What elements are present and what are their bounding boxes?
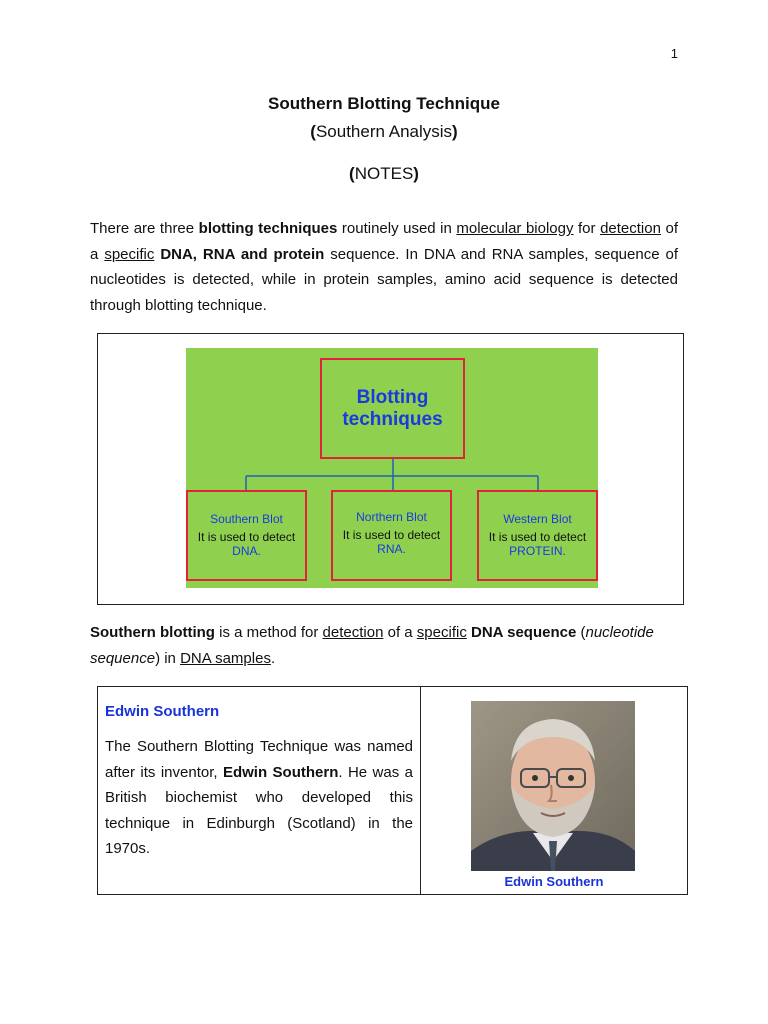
intro-text: routinely used in bbox=[337, 220, 457, 237]
def-text: ( bbox=[576, 624, 586, 641]
diagram-main-line1: Blotting bbox=[356, 387, 429, 408]
southern-blot-box bbox=[186, 490, 307, 581]
page-title: Southern Blotting Technique bbox=[268, 94, 500, 113]
intro-underlined: molecular biology bbox=[456, 220, 574, 237]
intro-text: There are three bbox=[90, 220, 199, 237]
subtitle-close-paren: ) bbox=[452, 122, 458, 141]
def-text: ) in bbox=[155, 649, 181, 667]
intro-bold: blotting techniques bbox=[198, 220, 338, 237]
def-text: . bbox=[270, 649, 276, 667]
portrait-image bbox=[471, 701, 635, 871]
bio-text: The Southern Blotting Technique was named after its inventor, bbox=[105, 738, 413, 781]
page-subtitle bbox=[0, 122, 768, 142]
diagram-main-line2: techniques bbox=[342, 409, 443, 430]
intro-text: of a bbox=[90, 220, 678, 263]
notes-text: NOTES bbox=[354, 164, 414, 183]
bio-text-cell bbox=[105, 703, 413, 862]
western-blot-desc: It is used to detect bbox=[488, 530, 587, 544]
table-divider bbox=[420, 687, 421, 894]
diagram-frame bbox=[97, 333, 684, 605]
notes-label bbox=[0, 164, 768, 184]
portrait-drawing bbox=[471, 701, 635, 871]
notes-close-paren: ) bbox=[413, 164, 419, 183]
bio-bold: Edwin Southern bbox=[222, 763, 339, 781]
southern-definition bbox=[90, 620, 690, 671]
intro-underlined: detection bbox=[600, 220, 661, 237]
diagram-main-box bbox=[320, 358, 465, 459]
def-bold: DNA sequence bbox=[471, 624, 577, 641]
def-italic: nucleotide sequence bbox=[90, 624, 654, 667]
def-underlined: detection bbox=[322, 624, 384, 641]
intro-text: sequence. In DNA and RNA samples, sequence of nucleotides is detected, while in protein samples, amino acid sequence is detected through blotting technique. bbox=[90, 245, 679, 314]
southern-blot-desc: It is used to detect bbox=[197, 530, 296, 544]
intro-underlined: specific bbox=[104, 245, 155, 263]
northern-blot-target: RNA. bbox=[377, 542, 406, 556]
def-underlined: DNA samples bbox=[180, 649, 271, 667]
northern-blot-name: Northern Blot bbox=[356, 510, 427, 524]
southern-blot-name: Southern Blot bbox=[210, 512, 283, 526]
northern-blot-box bbox=[331, 490, 452, 581]
notes-open-paren: ( bbox=[349, 164, 355, 183]
bio-text: . He was a British biochemist who developed this technique in Edinburgh (Scotland) in the 1970s. bbox=[105, 763, 413, 857]
western-blot-name: Western Blot bbox=[503, 512, 572, 526]
subtitle-text: Southern Analysis bbox=[315, 122, 453, 141]
intro-text: for bbox=[573, 220, 601, 237]
def-text: of a bbox=[383, 624, 417, 641]
def-bold: Southern blotting bbox=[90, 624, 215, 641]
portrait-caption: Edwin Southern bbox=[504, 874, 604, 889]
intro-bold: DNA, RNA and protein bbox=[160, 245, 325, 263]
western-blot-target: PROTEIN. bbox=[509, 544, 566, 558]
bio-heading: Edwin Southern bbox=[105, 703, 220, 720]
subtitle-open-paren: ( bbox=[310, 122, 316, 141]
northern-blot-desc: It is used to detect bbox=[342, 528, 441, 542]
intro-paragraph bbox=[90, 216, 678, 318]
def-underlined: specific bbox=[416, 624, 467, 641]
southern-blot-target: DNA. bbox=[232, 544, 261, 558]
bio-table bbox=[97, 686, 688, 895]
page-number: 1 bbox=[670, 46, 678, 61]
def-text: is a method for bbox=[214, 624, 323, 641]
western-blot-box bbox=[477, 490, 598, 581]
blotting-diagram bbox=[186, 348, 598, 588]
title-block bbox=[0, 94, 768, 184]
bio-body bbox=[105, 734, 413, 862]
